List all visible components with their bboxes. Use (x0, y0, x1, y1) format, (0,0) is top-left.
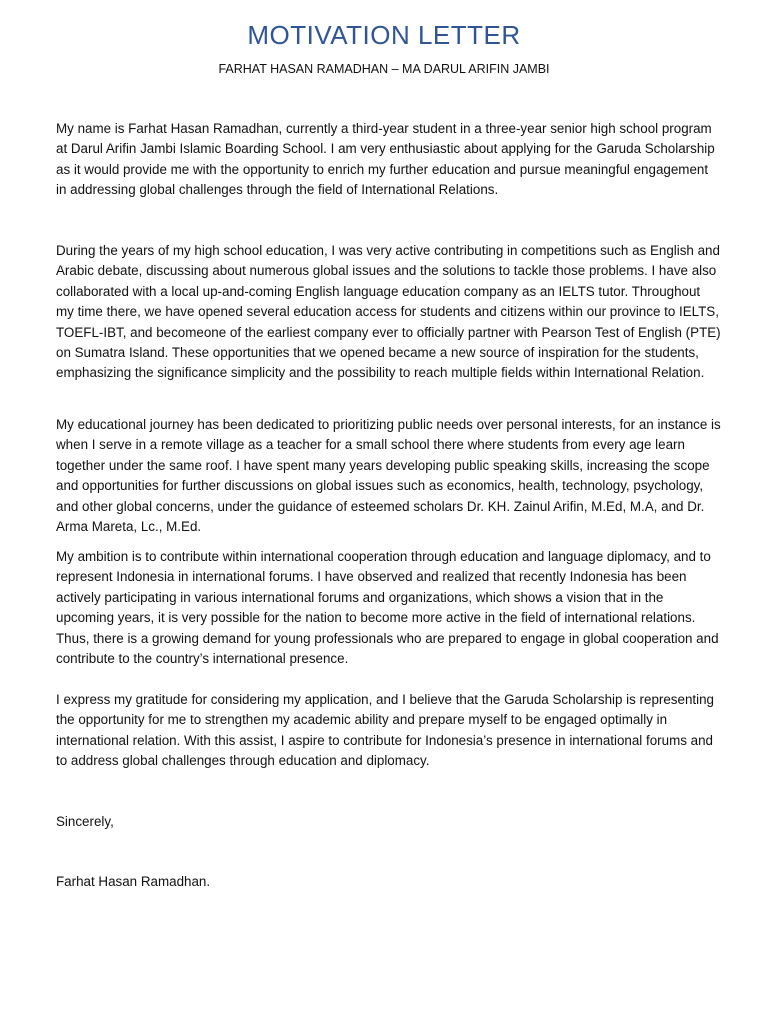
paragraph-introduction: My name is Farhat Hasan Ramadhan, currently a third-year student in a three-year senior high school program at Darul Arifin Jambi Islamic Boarding School. I am very enthusiastic about applying for the Garuda Scholarship as it would provide me with the opportunity to enrich my further education and pursue meaningful engagement in addressing global challenges through the field of International Relations. (56, 121, 715, 198)
page-subtitle: FARHAT HASAN RAMADHAN – MA DARUL ARIFIN JAMBI (218, 62, 550, 76)
closing-salutation: Sincerely, (56, 814, 114, 829)
paragraph-gratitude: I express my gratitude for considering my application, and I believe that the Garuda Scholarship is representing the opportunity for me to strengthen my academic ability and prepare myself to be engaged optimally in international relation. With this assist, I aspire to contribute for Indonesia’s presence in international forums and to address global challenges through education and diplomacy. (56, 692, 714, 769)
page-title: MOTIVATION LETTER (247, 20, 521, 50)
paragraph-education-journey: My educational journey has been dedicated to prioritizing public needs over personal interests, for an instance is when I serve in a remote village as a teacher for a small school there where students from every age learn together under the same roof. I have spent many years developing public speaking skills, increasing the scope and opportunities for further discussions on global issues such as economics, health, technology, psychology, and other global concerns, under the guidance of esteemed scholars Dr. KH. Zainul Arifin, M.Ed, M.A, and Dr. Arma Mareta, Lc., M.Ed. (56, 417, 721, 535)
paragraph-experience: During the years of my high school education, I was very active contributing in competitions such as English and Arabic debate, discussing about numerous global issues and the solutions to tackle those problems. I have also collaborated with a local up-and-coming English language education company as an IELTS tutor. Throughout my time there, we have opened several education access for students and citizens within our province to IELTS, TOEFL-IBT, and becomeone of the earliest company ever to officially partner with Pearson Test of English (PTE) on Sumatra Island. These opportunities that we opened became a new source of inspiration for the students, emphasizing the significance simplicity and the possibility to reach multiple fields within International Relation. (56, 243, 721, 381)
signature-name: Farhat Hasan Ramadhan. (56, 874, 211, 889)
paragraph-ambition: My ambition is to contribute within international cooperation through education and language diplomacy, and to represent Indonesia in international forums. I have observed and realized that recently Indonesia has been actively participating in various international forums and organizations, which shows a vision that in the upcoming years, it is very possible for the nation to become more active in the field of international relations. Thus, there is a growing demand for young professionals who are prepared to engage in global cooperation and contribute to the country’s international presence. (56, 549, 719, 667)
